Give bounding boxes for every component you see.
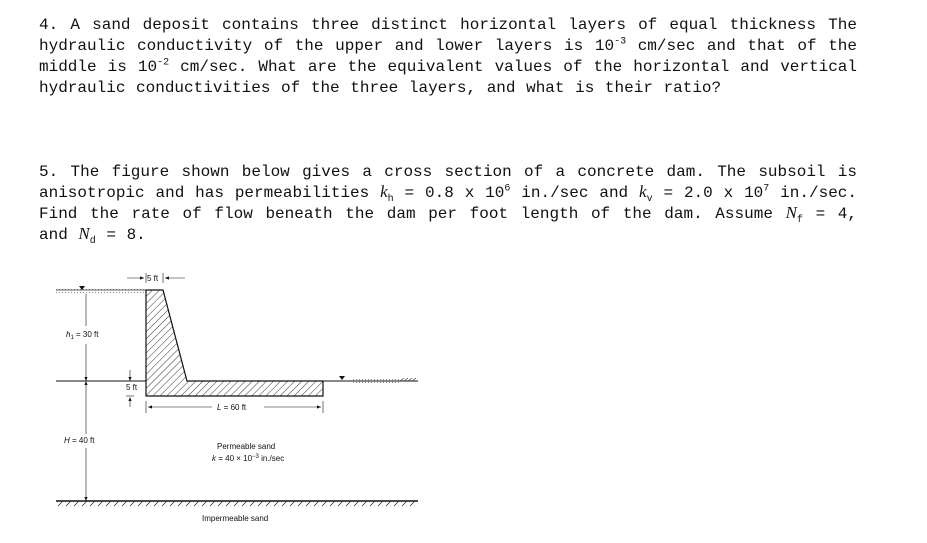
h1-dimension xyxy=(66,294,99,381)
top-width-dimension xyxy=(127,273,185,283)
impermeable-layer xyxy=(56,501,418,523)
kh-symbol: k xyxy=(380,182,388,201)
problem-4-line-4: values of the horizontal and vertical hydraulic conductivities of the xyxy=(39,58,858,97)
depth-dimension xyxy=(64,381,95,501)
impermeable-label: Impermeable sand xyxy=(202,514,269,523)
equals: = xyxy=(652,184,674,202)
embedment-label: 5 ft xyxy=(126,383,138,392)
problem-5-line-3-end: in./sec. Find the rate of flow beneath the dam per foot length of xyxy=(39,184,857,223)
dam-cross-section-figure xyxy=(52,270,432,532)
exponent: -2 xyxy=(157,57,170,69)
problem-4 xyxy=(39,15,857,99)
kv-subscript: v xyxy=(646,194,653,206)
problem-4-line-5: three layers, and what is their ratio? xyxy=(350,79,722,97)
nf-subscript: f xyxy=(796,215,803,227)
kh-subscript: h xyxy=(387,194,394,206)
permeable-sand-label: Permeable sand xyxy=(217,442,276,451)
problem-4-line-3: cm/sec and that of the middle is 10 xyxy=(39,37,858,76)
top-width-label: 5 ft xyxy=(147,274,159,283)
upstream-water xyxy=(56,286,146,294)
problem-5-line-4: the dam. Assume xyxy=(622,205,786,223)
nd-symbol: N xyxy=(78,224,90,243)
length-label: L = 60 ft xyxy=(217,403,247,412)
nf-symbol: N xyxy=(785,203,797,222)
kv-symbol: k xyxy=(639,182,647,201)
kh-unit: in./sec and xyxy=(510,184,640,202)
problem-5 xyxy=(39,162,858,248)
nd-subscript: d xyxy=(89,236,96,248)
problem-4-line-1: A sand deposit contains three distinct horizontal layers of equal xyxy=(70,16,718,34)
problem-4-line-2: thickness The hydraulic conductivity of the upper and lower layers is 10 xyxy=(39,16,857,55)
nf-value: = 4, and xyxy=(39,205,858,244)
depth-label: H = 40 ft xyxy=(64,436,95,445)
exponent: 6 xyxy=(504,183,511,195)
exponent: -3 xyxy=(614,36,627,48)
problem-5-line-2: subsoil is anisotropic and has permeabilities xyxy=(39,163,858,202)
problem-5-number: 5. xyxy=(39,163,59,181)
exponent: 7 xyxy=(763,183,770,195)
problem-4-line-3-end: cm/sec. What are the equivalent xyxy=(169,58,484,76)
tailwater-marker xyxy=(339,376,345,380)
problem-5-line-3: 2.0 x 10 xyxy=(683,184,764,202)
problem-4-number: 4. xyxy=(39,16,59,34)
problem-5-line-1: The figure shown below gives a cross section of a concrete dam. The xyxy=(70,163,747,181)
embedment-dimension xyxy=(126,370,138,407)
length-dimension xyxy=(146,401,323,413)
kh-value: = 0.8 x 10 xyxy=(393,184,505,202)
h1-label: $h_1 = 30$ ft xyxy=(66,330,99,341)
concrete-dam xyxy=(146,290,323,396)
nd-value: = 8. xyxy=(95,226,146,244)
permeability-label: $k = 40 \times 10^{-3}$ in./sec xyxy=(212,454,285,463)
